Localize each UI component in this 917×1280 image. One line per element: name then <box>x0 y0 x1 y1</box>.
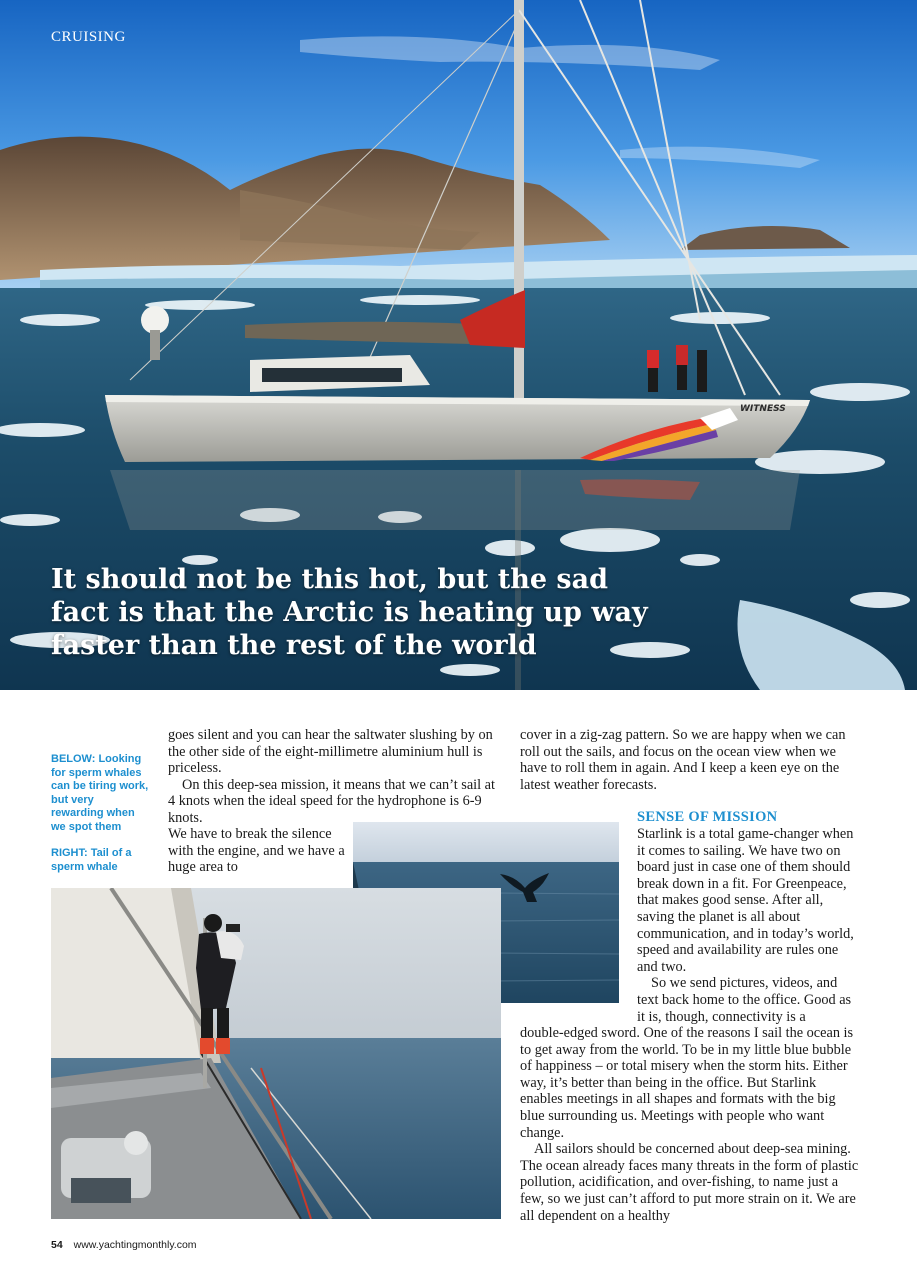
article-column-right-narrow <box>637 826 857 1025</box>
website-url: www.yachtingmonthly.com <box>73 1239 197 1251</box>
article-paragraph: cover in a zig-zag pattern. So we are happy when we can roll out the sails, and focus on the ocean view when we have to roll them in again. And I keep a keen eye on the latest weather forecasts. <box>520 727 846 793</box>
boat-name-label: WITNESS <box>740 404 786 414</box>
article-column-right-lower <box>520 1025 860 1224</box>
page-footer <box>51 1239 197 1251</box>
article-paragraph: We have to break the silence with the engine, and we have a huge area to <box>168 826 345 876</box>
article-column-right <box>520 727 855 793</box>
article-paragraph: double-edged sword. One of the reasons I sail the ocean is to get away from the world. To be in my little blue bubble of happiness – or total misery when the storm hits. Either way, it’s better than being in the office. But Starlink enables meetings in all shapes and formats with the big blue surrounding us. Meetings with people who want change. <box>520 1025 854 1141</box>
article-column-left <box>168 727 498 827</box>
article-paragraph: Starlink is a total game-changer when it comes to sailing. We have two on board just in case one of them should break down in a fit. For Greenpeace, that makes good sense. After all, saving the planet is all about communication, and in today’s world, speed and availability are rules one and two. <box>637 826 854 975</box>
caption-right: RIGHT: Tail of a sperm whale <box>51 847 132 873</box>
page-number: 54 <box>51 1239 63 1251</box>
article-paragraph: On this deep-sea mission, it means that we can’t sail at 4 knots when the ideal speed for the hydrophone is 6-9 knots. <box>168 776 496 826</box>
article-paragraph: So we send pictures, videos, and text back home to the office. Good as it is, though, connectivity is a <box>637 975 852 1025</box>
article-column-left-narrow <box>168 826 348 876</box>
article-paragraph: goes silent and you can hear the saltwater slushing by on the other side of the eight-millimetre aluminium hull is priceless. <box>168 727 493 777</box>
caption-below: BELOW: Looking for sperm whales can be tiring work, but very rewarding when we spot them <box>51 753 149 833</box>
photo-captions <box>51 753 149 887</box>
section-subhead: SENSE OF MISSION <box>637 809 778 825</box>
section-label: CRUISING <box>51 29 126 45</box>
article-paragraph: All sailors should be concerned about deep-sea mining. The ocean already faces many threats in the form of plastic pollution, acidification, and over-fishing, to name just a few, so we just can’t afford to put more strain on it. We are all dependent on a healthy <box>520 1141 859 1224</box>
deck-lookout-illustration <box>51 888 501 1219</box>
pull-quote: It should not be this hot, but the sad fact is that the Arctic is heating up way faster than the rest of the world <box>51 564 648 661</box>
deck-photo <box>51 888 501 1219</box>
